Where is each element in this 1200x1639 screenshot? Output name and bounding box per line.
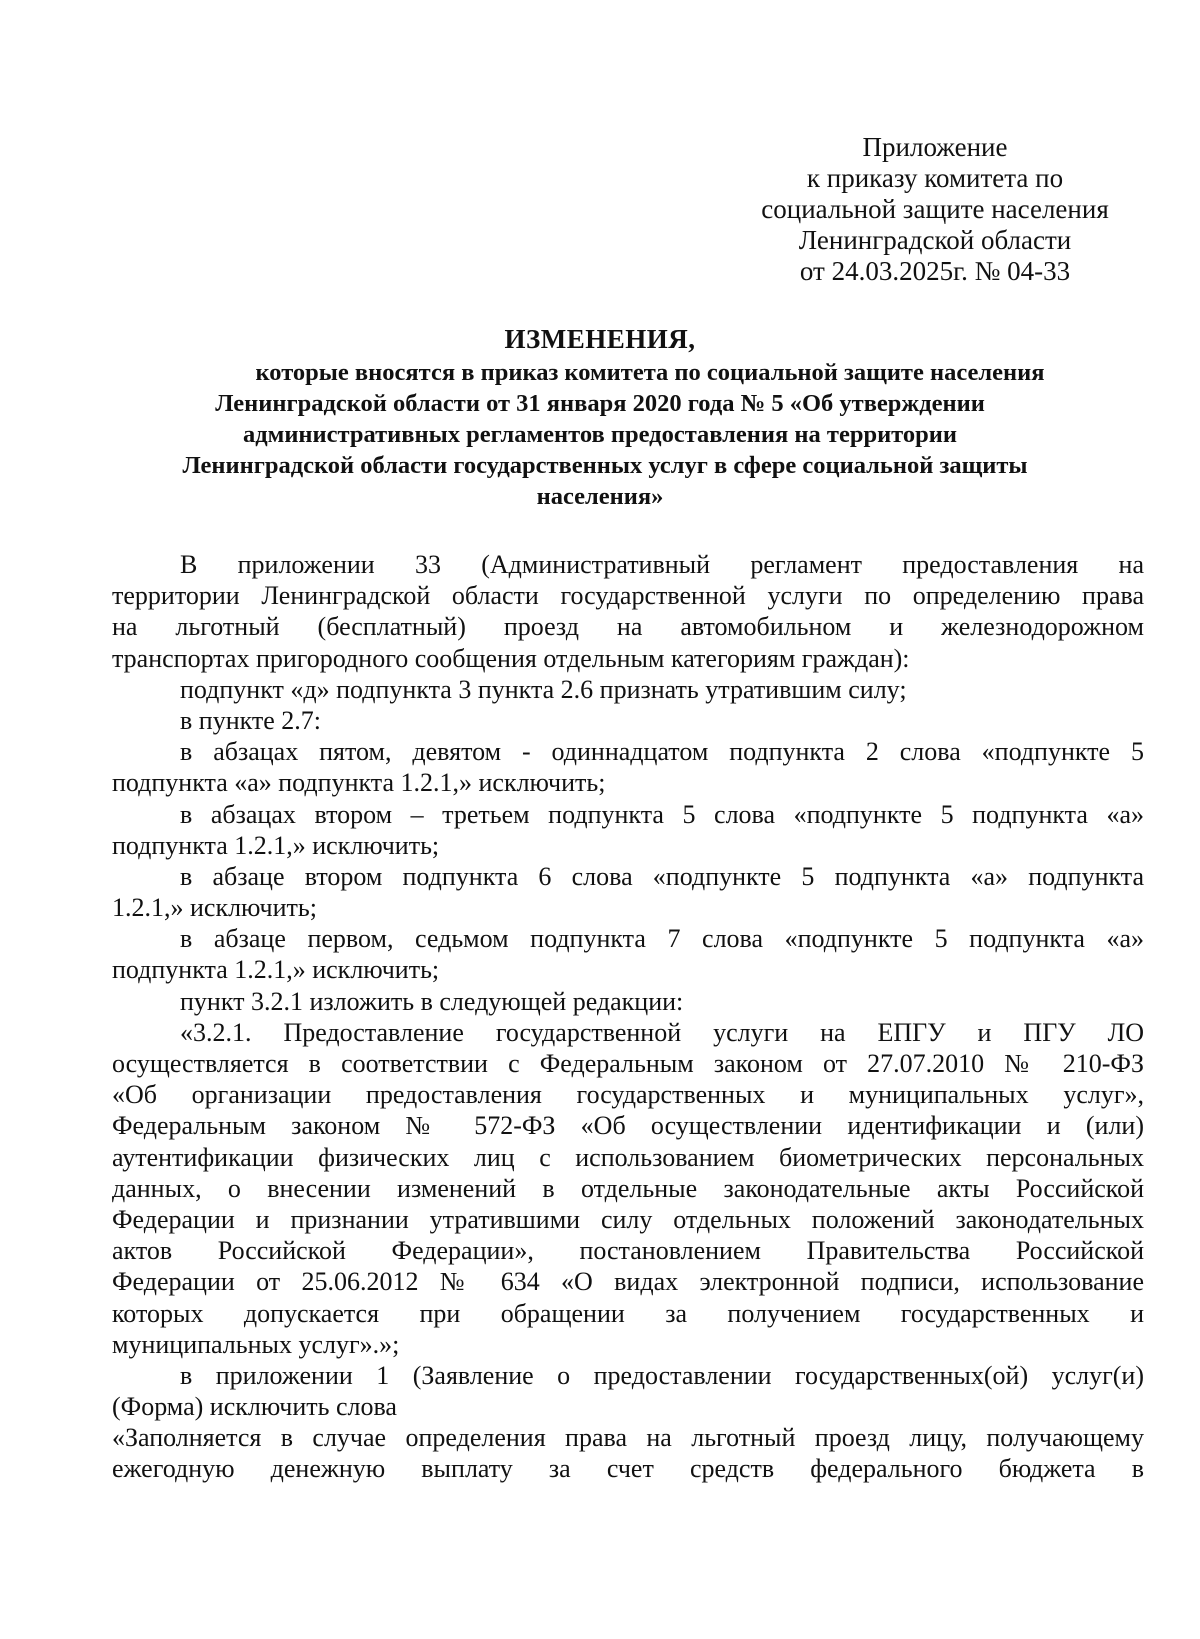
approval-block [700, 132, 1170, 287]
body-line: в приложении 1 (Заявление о предоставлении государственных(ой) услуг(и) [180, 1360, 1144, 1390]
body-line: «Заполняется в случае определения права на льготный проезд лицу, получающему [112, 1423, 1144, 1453]
body-line: которых допускается при обращении за получением государственных и [112, 1298, 1144, 1328]
document-subtitle [110, 357, 1150, 512]
body-line: данных, о внесении изменений в отдельные законодательные акты Российской [112, 1173, 1144, 1203]
body-line: территории Ленинградской области государственной услуги по определению права [112, 581, 1144, 611]
body-line: Федерации от 25.06.2012 № 634 «О видах электронной подписи, использование [112, 1267, 1144, 1297]
body-line: подпункта 1.2.1,» исключить; [112, 955, 440, 985]
approval-line: от 24.03.2025г. № 04-33 [799, 256, 1071, 286]
body-line: подпункта «а» подпункта 1.2.1,» исключить; [112, 768, 606, 798]
body-line: ежегодную денежную выплату за счет средств федерального бюджета в [112, 1454, 1144, 1484]
subtitle-line: населения» [536, 483, 664, 510]
body-line: муниципальных услуг».»; [112, 1329, 400, 1359]
body-line: в абзаце втором подпункта 6 слова «подпункте 5 подпункта «а» подпункта [180, 861, 1144, 891]
subtitle-line: Ленинградской области государственных услуг в сфере социальной защиты [182, 452, 1028, 479]
body-line: аутентификации физических лиц с использованием биометрических персональных [112, 1142, 1144, 1172]
subtitle-line: Ленинградской области от 31 января 2020 года № 5 «Об утверждении [215, 390, 985, 417]
body-line: транспортах пригородного сообщения отдельным категориям граждан): [112, 643, 910, 673]
body-line: пункт 3.2.1 изложить в следующей редакции: [180, 986, 684, 1016]
body-line: «3.2.1. Предоставление государственной услуги на ЕПГУ и ПГУ ЛО [180, 1017, 1144, 1047]
approval-line: Ленинградской области [798, 225, 1072, 255]
subtitle-line: административных регламентов предоставления на территории [242, 421, 958, 448]
body-line: актов Российской Федерации», постановлением Правительства Российской [112, 1236, 1144, 1266]
body-line: в абзацах втором – третьем подпункта 5 слова «подпункте 5 подпункта «а» [180, 799, 1144, 829]
document-body [112, 549, 1144, 1485]
body-line: подпункта 1.2.1,» исключить; [112, 830, 440, 860]
body-line: осуществляется в соответствии с Федеральным законом от 27.07.2010 № 210-ФЗ [112, 1049, 1144, 1078]
body-line: подпункт «д» подпункта 3 пункта 2.6 признать утратившим силу; [180, 674, 907, 704]
body-line: Федеральным законом № 572-ФЗ «Об осуществлении идентификации и (или) [112, 1111, 1144, 1141]
body-line: В приложении 33 (Административный регламент предоставления на [180, 550, 1144, 579]
approval-line: Приложение [862, 132, 1008, 162]
approval-line: социальной защите населения [761, 194, 1109, 224]
body-line: в абзацах пятом, девятом - одиннадцатом подпункта 2 слова «подпункте 5 [180, 737, 1144, 767]
subtitle-line: которые вносятся в приказ комитета по социальной защите населения [255, 359, 1045, 386]
body-line: в абзаце первом, седьмом подпункта 7 слова «подпункте 5 подпункта «а» [180, 924, 1144, 954]
body-line: на льготный (бесплатный) проезд на автомобильном и железнодорожном [112, 612, 1144, 642]
document-title: ИЗМЕНЕНИЯ, [504, 324, 696, 354]
body-line: Федерации и признании утратившими силу отдельных положений законодательных [112, 1204, 1144, 1234]
body-line: (Форма) исключить слова [112, 1392, 397, 1422]
body-line: «Об организации предоставления государственных и муниципальных услуг», [112, 1080, 1144, 1110]
body-line: 1.2.1,» исключить; [112, 893, 317, 923]
body-line: в пункте 2.7: [180, 705, 322, 735]
approval-line: к приказу комитета по [806, 163, 1064, 193]
